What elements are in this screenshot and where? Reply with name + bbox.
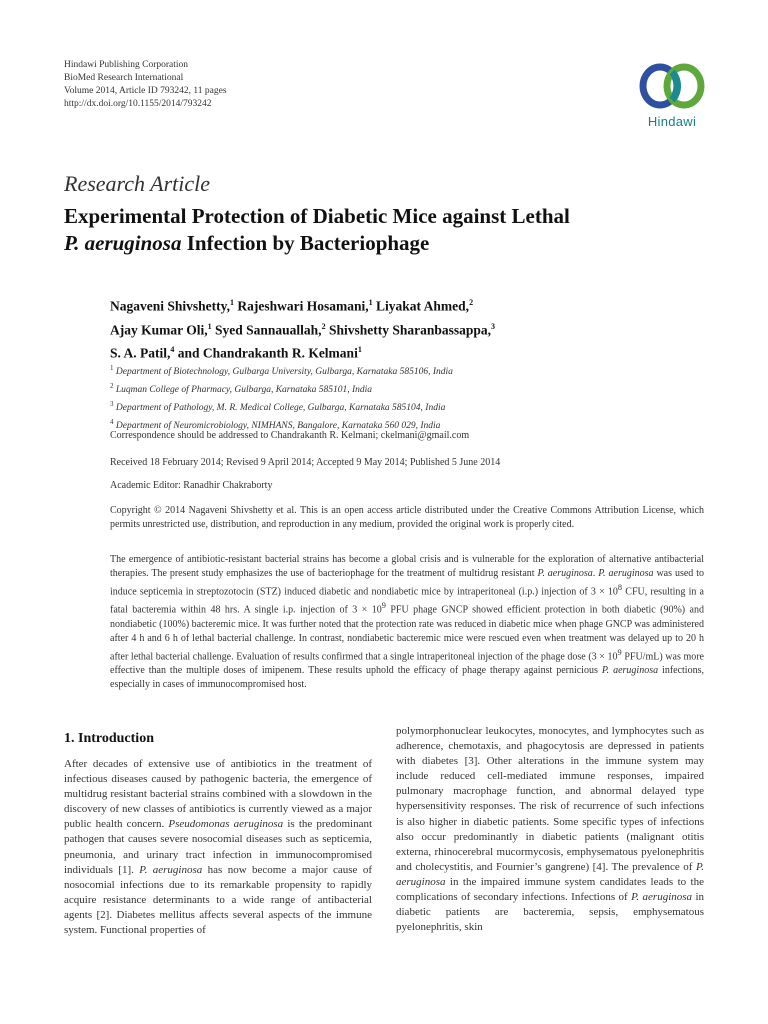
author-name: Shivshetty Sharanbassappa, — [325, 322, 491, 337]
body-column-left — [64, 757, 372, 938]
author-affil-mark: 1 — [368, 298, 373, 307]
affiliation-text: Luqman College of Pharmacy, Gulbarga, Karnataka 585101, India — [113, 385, 373, 396]
author-line-2 — [110, 317, 690, 341]
affiliation-item — [110, 379, 453, 397]
body-text: polymorphonuclear leukocytes, monocytes, and lymphocytes such as adherence, chemotaxis, and phagocytosis are depressed in patients with diabetes [3]. Other alterations in the immune system may include reduced cell-mediated immune responses, impaired pulmonary macrophage function, and abnormal delayed type hypersensitivity responses. The risk of recurrence of such infections is also higher in diabetic patients. Some specific types of infections also occur predominantly in diabetic patients (malignant otitis externa, rhinocerebral mucormycosis, emphysematous pyelonephritis and cholecystitis, and Fournier’s gangrene) [4]. The prevalence of — [396, 725, 704, 873]
author-affil-mark: 1 — [357, 345, 362, 354]
title-line-2 — [64, 230, 704, 257]
volume-info: Volume 2014, Article ID 793242, 11 pages — [64, 86, 227, 96]
author-name: and Chandrakanth R. Kelmani — [174, 345, 358, 361]
abstract-text: CFU, resulting in a fatal bacteremia within 48 hrs. A single i.p. injection of 3 × 10 — [110, 586, 704, 616]
body-text: is the predominant pathogen that causes severe nosocomial diseases such as septicemia, pneumonia, and urinary tract infection in immunocompromised individuals [1]. — [64, 818, 373, 876]
title-line-2-rest: Infection by Bacteriophage — [181, 231, 430, 255]
author-name: Nagaveni Shivshetty, — [110, 298, 231, 314]
affiliation-text: Department of Neuromicrobiology, NIMHANS, Bangalore, Karnataka 560 029, India — [113, 421, 441, 432]
abstract-text: . — [592, 568, 599, 579]
hindawi-logo-text: Hindawi — [647, 114, 697, 129]
species-name: Pseudomonas aeruginosa — [168, 818, 284, 831]
body-column-right — [396, 724, 704, 935]
article-type: Research Article — [64, 171, 211, 196]
title-line-1: Experimental Protection of Diabetic Mice against Lethal — [64, 204, 570, 228]
publisher-name: Hindawi Publishing Corporation — [64, 60, 189, 70]
body-text: in diabetic patients are bacteremia, sepsis, emphysematous pyelonephritis, skin — [396, 891, 704, 934]
species-name: P. aeruginosa — [601, 664, 659, 676]
exponent: 9 — [617, 647, 622, 657]
author-line-1 — [110, 293, 690, 317]
species-name: P. aeruginosa — [598, 568, 654, 579]
journal-name: BioMed Research International — [64, 73, 184, 83]
author-affil-mark: 2 — [321, 321, 326, 331]
abstract-text: infections, especially in cases of immunocompromised host. — [110, 664, 704, 690]
section-heading: 1. Introduction — [64, 731, 154, 746]
abstract — [110, 553, 704, 692]
title-species: P. aeruginosa — [64, 231, 182, 255]
author-affil-mark: 2 — [469, 298, 474, 307]
exponent: 8 — [617, 583, 623, 592]
author-name: Syed Sannauallah, — [211, 322, 322, 337]
species-name: P. aeruginosa — [631, 891, 693, 904]
author-list — [110, 293, 690, 364]
author-line-3 — [110, 340, 690, 364]
body-text: After decades of extensive use of antibiotics in the treatment of infectious diseases caused by pathogenic bacteria, the emergence of multidrug resistant bacterial strains combined with a slowdown in the discovery of new classes of antibiotics is currently viewed as a major public health concern. — [64, 758, 372, 831]
affiliation-text: Department of Biotechnology, Gulbarga University, Gulbarga, Karnataka 585106, India — [113, 367, 453, 378]
publication-info — [64, 59, 227, 111]
abstract-text: was used to induce septicemia in streptozotocin (STZ) induced diabetic and nondiabetic mice by intraperitoneal (i.p.) injection of 3 × 10 — [110, 568, 705, 598]
author-affil-mark: 3 — [491, 321, 495, 331]
exponent: 9 — [381, 601, 386, 611]
author-affil-mark: 1 — [207, 321, 212, 331]
body-text: in the impaired immune system candidates leads to the complications of secondary infections. Infections of — [396, 875, 704, 904]
abstract-text: PFU/mL) was more effective than the multiple doses of imipenem. These results uphold the efficacy of phage therapy against pernicious — [110, 650, 704, 676]
affiliation-number: 1 — [110, 364, 114, 372]
doi-link[interactable]: http://dx.doi.org/10.1155/2014/793242 — [64, 99, 212, 109]
author-affil-mark: 4 — [170, 345, 175, 354]
affiliation-text: Department of Pathology, M. R. Medical College, Gulbarga, Karnataka 585104, India — [113, 403, 446, 414]
affiliation-list — [110, 361, 453, 434]
copyright-notice: Copyright © 2014 Nagaveni Shivshetty et al. This is an open access article distributed under the Creative Commons Attribution License, which permits unrestricted use, distribution, and reproduction in any medium, provided the original work is properly cited. — [110, 505, 704, 530]
academic-editor: Academic Editor: Ranadhir Chakraborty — [110, 480, 273, 491]
author-affil-mark: 1 — [230, 298, 235, 307]
affiliation-number: 3 — [110, 400, 114, 409]
abstract-text: PFU phage GNCP showed efficient protection in both diabetic (90%) and nondiabetic (100%) bacteremic mice. It was further noted that the protection rate was reduced in diabetic mice when phage GNCP was administered after 4 h and 6 h of lethal bacterial challenge. In contrast, nondiabetic bacteremic mice were rescued even when treatment was delayed up to 20 h after lethal bacterial challenge. Evaluation of results confirmed that a single intraperitoneal injection of the phage dose (3 × 10 — [110, 604, 704, 662]
body-text: has now become a major cause of nosocomial infections due to its remarkable propensity to rapidly acquire resistance determinants to a wide range of antibacterial agents [2]. Diabetes mellitus affects several aspects of the immune system. Functional properties of — [64, 863, 372, 937]
affiliation-number: 2 — [110, 382, 114, 391]
affiliation-item — [110, 361, 453, 379]
species-name: P. aeruginosa — [537, 568, 593, 579]
author-name: Rajeshwari Hosamani, — [234, 298, 369, 314]
author-name: Liyakat Ahmed, — [372, 298, 470, 314]
species-name: P. aeruginosa — [139, 863, 203, 876]
author-name: S. A. Patil, — [110, 345, 171, 361]
abstract-text: The emergence of antibiotic-resistant bacterial strains has become a global crisis and is vulnerable for the exploration of alternative antibacterial therapies. The present study emphasizes the use of bacteriophage for the treatment of multidrug resistant — [110, 554, 704, 579]
author-name: Ajay Kumar Oli, — [110, 322, 208, 337]
paper-title — [64, 203, 704, 257]
species-name: P. aeruginosa — [396, 860, 704, 888]
affiliation-item — [110, 397, 453, 415]
affiliation-number: 4 — [110, 418, 114, 427]
correspondence: Correspondence should be addressed to Chandrakanth R. Kelmani; ckelmani@gmail.com — [110, 430, 470, 441]
publication-dates: Received 18 February 2014; Revised 9 April 2014; Accepted 9 May 2014; Published 5 June 2014 — [110, 457, 501, 468]
